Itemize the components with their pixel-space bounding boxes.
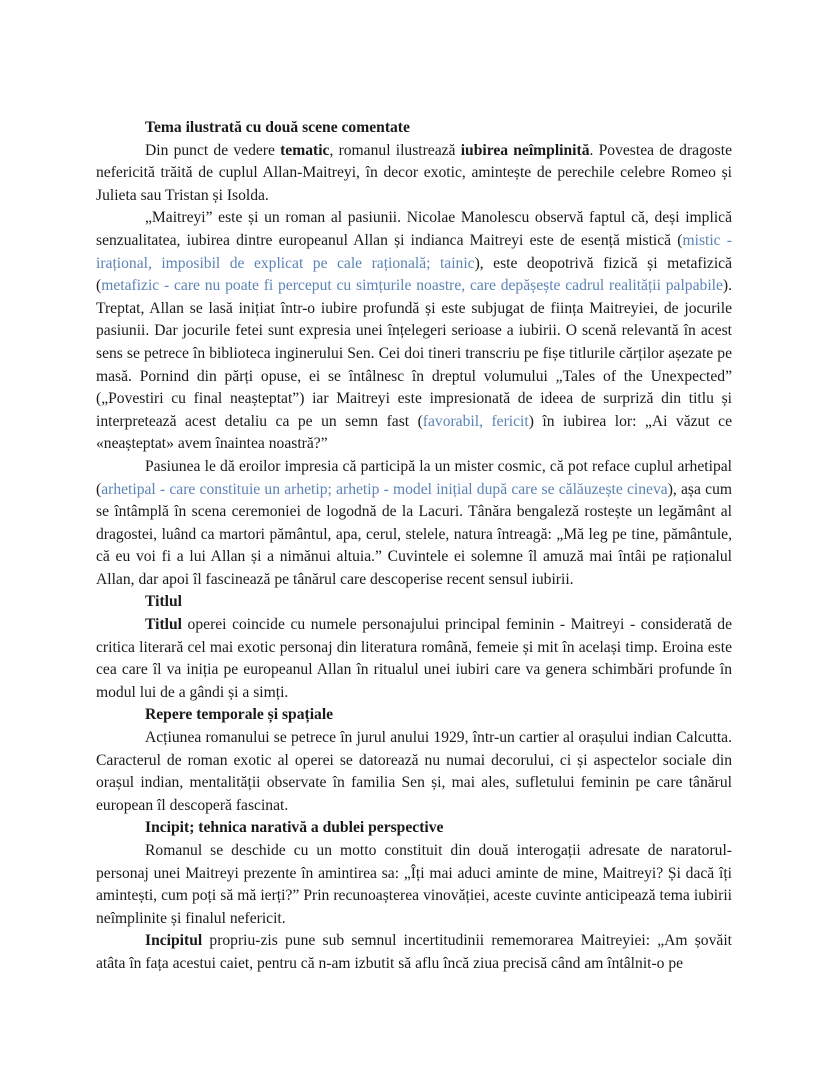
bold-term-iubirea: iubirea neîmplinită bbox=[460, 141, 590, 159]
text-run: ), așa cum se întâmplă în scena ceremoniei de logodnă de la Lacuri. Tânăra bengaleză rostește un legământ al dragostei, luând ca martori pământul, apa, cerul, stelele, natura întreagă: „Mă leg pe tine, pământule, că eu voi fi a lui Allan și a nimănui altuia.” Cuvintele ei solemne îl amuză mai întâi pe raționalul Allan, dar apoi îl fascinează pe tânărul care descoperise recent sensul iubirii. bbox=[96, 480, 732, 588]
paragraph-repere: Acțiunea romanului se petrece în jurul anului 1929, într-un cartier al orașului indian Calcutta. Caracterul de roman exotic al operei se datorează nu numai decorului, ci și aspectelor sociale din orașul indian, mentalității observate în familia Sen și, mai ales, sufletului feminin pe care tânărul european îl descoperă fascinat. bbox=[96, 729, 732, 814]
gloss-mistic: mistic - irațional, imposibil de explicat pe cale rațională; tainic bbox=[96, 231, 732, 272]
bold-term-titlul: Titlul bbox=[145, 616, 182, 634]
text-run: , romanul ilustrează bbox=[329, 141, 461, 159]
paragraph-tematic bbox=[96, 140, 732, 208]
paragraph-motto: Romanul se deschide cu un motto constituit din două interogații adresate de naratorul-personaj unei Maitreyi prezente în amintirea sa: „Îți mai aduci aminte de mine, Maitreyi? Și dacă îți amintești, cum poți să mă ierți?” Prin recunoașterea vinovăției, aceste cuvinte anticipează tema iubirii neîmplinite și finalul nefericit. bbox=[96, 842, 732, 927]
bold-term-tematic: tematic bbox=[280, 141, 330, 159]
heading-tema: Tema ilustrată cu două scene comentate bbox=[145, 119, 410, 136]
document-page bbox=[96, 117, 732, 976]
text-run: Din punct de vedere bbox=[145, 141, 281, 159]
text-run: ). Treptat, Allan se lasă inițiat într-o iubire profundă și este subjugat de ființa Maitreyiei, de jocurile pasiunii. Dar jocurile fetei sunt expresia unei înțelegeri serioase a iubirii. O scenă relevantă în acest sens se petrece în biblioteca inginerului Sen. Cei doi tineri transcriu pe fișe titlurile cărților așezate pe masă. Pornind din părți opuse, ei se întâlnesc în dreptul volumului „Tales of the Unexpected” („Povestiri cu final neașteptat”) iar Maitreyi este impresionată de ideea de surpriză din titlu și interpretează acest detaliu ca pe un semn fast ( bbox=[96, 277, 732, 430]
text-run: „Maitreyi” este și un roman al pasiunii. Nicolae Manolescu observă faptul că, deși implică senzualitatea, iubirea dintre europeanul Allan și indianca Maitreyi este de esență mistică ( bbox=[96, 209, 732, 249]
text-run: . Povestea de dragoste nefericită trăită de cuplul Allan-Maitreyi, în decor exotic, amintește de perechile celebre Romeo și Julieta sau Tristan și Isolda. bbox=[96, 141, 732, 204]
paragraph-pasiune bbox=[96, 207, 732, 456]
gloss-fast: favorabil, fericit bbox=[422, 412, 529, 430]
paragraph-mister-cosmic bbox=[96, 456, 732, 592]
text-run: Pasiunea le dă eroilor impresia că participă la un mister cosmic, că pot reface cuplul arhetipal ( bbox=[96, 457, 732, 498]
paragraph-titlul bbox=[96, 614, 732, 704]
heading-repere: Repere temporale și spațiale bbox=[145, 706, 334, 724]
text-run: propriu-zis pune sub semnul incertitudinii rememorarea Maitreyiei: „Am șovăit atâta în fața acestui caiet, pentru că n-am izbutit să aflu încă ziua precisă când am întâlnit-o pe bbox=[96, 932, 732, 972]
heading-incipit: Incipit; tehnica narativă a dublei perspective bbox=[145, 819, 444, 837]
gloss-arhetipal: arhetipal - care constituie un arhetip; arhetip - model inițial după care se călăuzește cineva bbox=[101, 480, 668, 498]
heading-titlul: Titlul bbox=[145, 593, 182, 611]
text-run: ) în iubirea lor: „Ai văzut ce «neașteptat» avem înaintea noastră?” bbox=[96, 412, 733, 453]
text-run: operei coincide cu numele personajului principal feminin - Maitreyi - considerată de critica literară cel mai exotic personaj din literatura română, femeie și mit în același timp. Eroina este cea care îl va iniția pe europeanul Allan în ritualul unei iubiri care va genera schimbări profunde în modul lui de a gândi și a simți. bbox=[96, 616, 732, 701]
bold-term-incipitul: Incipitul bbox=[145, 932, 203, 950]
text-run: ), este deopotrivă fizică și metafizică ( bbox=[96, 254, 732, 295]
paragraph-incipitul bbox=[96, 930, 732, 975]
gloss-metafizic: metafizic - care nu poate fi perceput cu simțurile noastre, care depășește cadrul realității palpabile bbox=[101, 277, 723, 295]
